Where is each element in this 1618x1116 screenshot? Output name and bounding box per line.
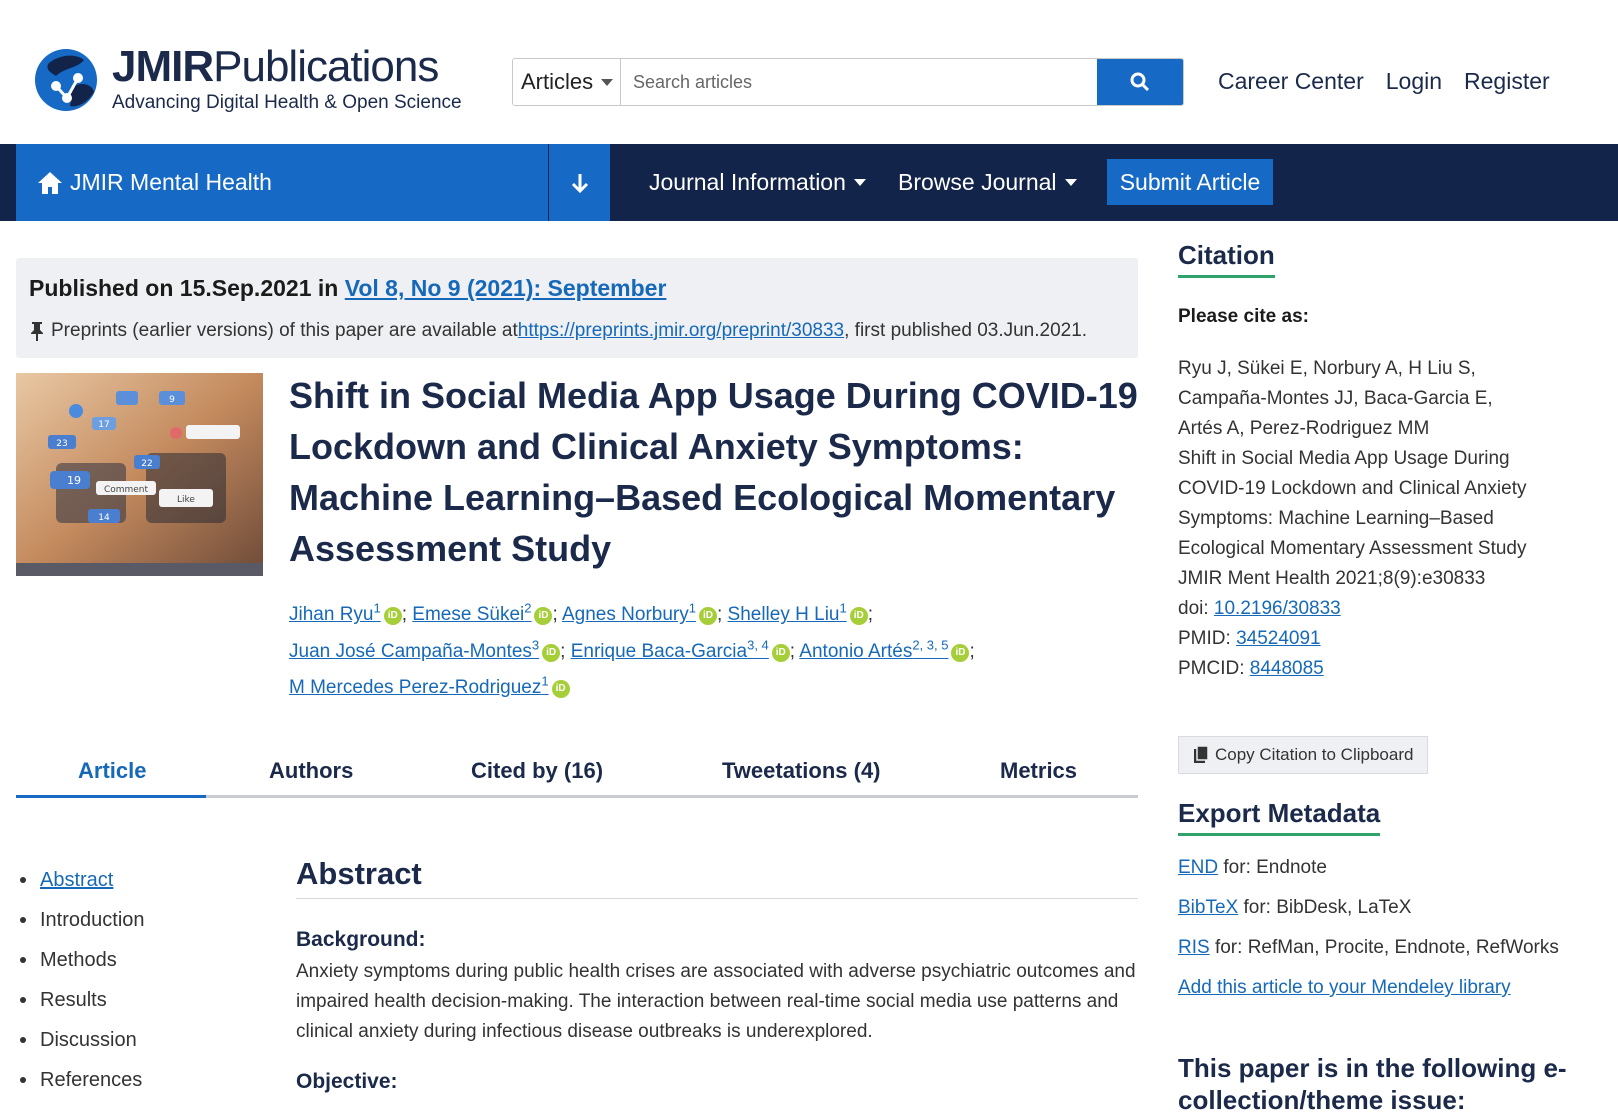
search-bar: [512, 58, 1184, 106]
orcid-icon[interactable]: iD: [552, 680, 570, 698]
orcid-icon[interactable]: iD: [699, 607, 717, 625]
export-metadata-heading: Export Metadata: [1178, 798, 1380, 836]
svg-text:Like: Like: [177, 495, 195, 505]
publication-info-box: [16, 258, 1138, 358]
citation-sidebar: [1178, 240, 1598, 1115]
citation-title: Shift in Social Media App Usage During COVID-19 Lockdown and Clinical Anxiety Symptoms: Machine Learning–Based Ecological Momentary Assessment Study: [1178, 448, 1527, 559]
article-tabs: [16, 752, 1138, 798]
svg-text:17: 17: [98, 420, 110, 430]
tab-cited-by[interactable]: Cited by (16): [471, 758, 604, 783]
toc-item-discussion[interactable]: Discussion: [16, 1020, 145, 1060]
pmcid-link[interactable]: 8448085: [1249, 658, 1324, 679]
author-item: Emese Sükei$^2$ iD ;: [412, 601, 562, 626]
tab-tweetations[interactable]: Tweetations (4): [722, 758, 881, 783]
citation-doi: doi: 10.2196/30833: [1178, 598, 1341, 619]
tab-article[interactable]: Article: [78, 758, 147, 783]
export-item: RIS for: RefMan, Procite, Endnote, RefWorks: [1178, 937, 1559, 958]
login-link[interactable]: Login: [1385, 68, 1443, 94]
author-item: Agnes Norbury$^1$ iD ;: [562, 601, 728, 626]
citation-authors: Ryu J, Sükei E, Norbury A, H Liu S, Campaña-Montes JJ, Baca-Garcia E, Artés A, Perez-Rodriguez MM: [1178, 358, 1493, 439]
published-line: Published on 15.Sep.2021 in Vol 8, No 9 (2021): September: [29, 275, 667, 301]
search-scope-select[interactable]: Articles: [513, 59, 621, 105]
export-item: END for: Endnote: [1178, 857, 1327, 878]
caret-down-icon: [1065, 179, 1077, 186]
chevron-down-icon: [601, 79, 613, 86]
toc-item-abstract[interactable]: Abstract: [16, 860, 145, 900]
svg-text:9: 9: [169, 395, 175, 405]
journal-information-menu[interactable]: Journal Information: [649, 144, 866, 221]
tab-metrics[interactable]: Metrics: [1000, 758, 1078, 783]
export-list: [1178, 856, 1578, 1016]
svg-text:14: 14: [98, 513, 110, 523]
export-ris-link[interactable]: RIS: [1178, 937, 1210, 958]
citation-pmid: PMID: 34524091: [1178, 628, 1321, 649]
svg-text:22: 22: [141, 459, 153, 469]
author-link[interactable]: Jihan Ryu$^1$: [289, 601, 381, 626]
logo-tagline: Advancing Digital Health & Open Science: [112, 92, 462, 113]
article-title: Shift in Social Media App Usage During COVID-19 Lockdown and Clinical Anxiety Symptoms: Machine Learning–Based Ecological Momentary Assessment Study: [289, 375, 1138, 569]
orcid-icon[interactable]: iD: [542, 644, 560, 662]
svg-text:19: 19: [67, 474, 81, 487]
orcid-icon[interactable]: iD: [951, 644, 969, 662]
objective-label: Objective:: [296, 1070, 398, 1093]
author-item: Jihan Ryu$^1$ iD ;: [289, 601, 413, 626]
preprint-line: Preprints (earlier versions) of this paper are available at https://preprints.jmir.org/preprint/30833 , first published 03.Jun.2021.: [29, 320, 1087, 342]
background-label: Background:: [296, 928, 426, 951]
preprint-link[interactable]: https://preprints.jmir.org/preprint/30833: [517, 320, 845, 341]
browse-journal-menu[interactable]: Browse Journal: [898, 144, 1077, 221]
search-icon: [1130, 72, 1150, 92]
table-of-contents: [16, 860, 145, 1100]
export-item: BibTeX for: BibDesk, LaTeX: [1178, 897, 1412, 918]
submit-article-button[interactable]: Submit Article: [1107, 159, 1273, 205]
issue-link[interactable]: Vol 8, No 9 (2021): September: [344, 275, 667, 301]
article-thumbnail[interactable]: [16, 373, 263, 576]
citation-journal: JMIR Ment Health 2021;8(9):e30833: [1178, 568, 1486, 589]
journal-name: JMIR Mental Health: [70, 169, 272, 195]
jmir-logo[interactable]: [34, 42, 462, 116]
home-icon: [36, 170, 64, 196]
author-item: Juan José Campaña-Montes$^3$ iD ;: [289, 637, 571, 662]
mendeley-link[interactable]: Add this article to your Mendeley library: [1178, 977, 1511, 998]
orcid-icon[interactable]: iD: [384, 607, 402, 625]
register-link[interactable]: Register: [1464, 68, 1550, 94]
pin-icon: [29, 320, 45, 342]
abstract-heading: Abstract: [296, 856, 1138, 899]
toc-item-introduction[interactable]: Introduction: [16, 900, 145, 940]
toc-item-methods[interactable]: Methods: [16, 940, 145, 980]
search-input[interactable]: [621, 59, 1097, 105]
citation-pmcid: PMCID: 8448085: [1178, 658, 1324, 679]
tab-authors[interactable]: Authors: [269, 758, 354, 783]
active-tab-indicator: [16, 795, 206, 798]
copy-citation-button[interactable]: Copy Citation to Clipboard: [1178, 736, 1428, 774]
career-center-link[interactable]: Career Center: [1218, 68, 1364, 94]
orcid-icon[interactable]: iD: [772, 644, 790, 662]
doi-link[interactable]: 10.2196/30833: [1213, 598, 1341, 619]
collection-heading: This paper is in the following e-collection/theme issue:: [1178, 1053, 1567, 1115]
author-link[interactable]: Antonio Artés$^{2, 3, 5}$: [799, 637, 949, 662]
export-end-link[interactable]: END: [1178, 857, 1219, 878]
author-link[interactable]: Enrique Baca-Garcia$^{3, 4}$: [570, 637, 769, 662]
clipboard-icon: [1193, 746, 1209, 764]
export-item: [1178, 976, 1578, 1000]
author-item: [289, 673, 570, 698]
search-button[interactable]: [1097, 59, 1183, 105]
svg-text:23: 23: [56, 439, 68, 449]
logo-title: JMIRPublications: [112, 42, 439, 91]
toc-item-results[interactable]: Results: [16, 980, 145, 1020]
author-link[interactable]: Juan José Campaña-Montes$^3$: [289, 637, 540, 662]
journal-navbar: [0, 144, 1618, 221]
cite-as-label: Please cite as:: [1178, 306, 1309, 327]
caret-down-icon: [854, 179, 866, 186]
author-link[interactable]: M Mercedes Perez-Rodriguez$^1$: [289, 673, 549, 698]
citation-heading: Citation: [1178, 240, 1275, 278]
journal-menu-toggle[interactable]: [549, 144, 610, 221]
site-header: [0, 0, 1618, 144]
author-item: Enrique Baca-Garcia$^{3, 4}$ iD ;: [570, 637, 800, 662]
background-text: Anxiety symptoms during public health crises are associated with adverse psychiatric outcomes and impaired health decision-making. The interaction between real-time social media use patterns and clinical anxiety during infectious disease outbreaks is underexplored.: [296, 961, 1136, 1042]
pmid-link[interactable]: 34524091: [1236, 628, 1321, 649]
arrow-down-icon: [570, 171, 590, 195]
orcid-icon[interactable]: iD: [534, 607, 552, 625]
author-list: [289, 594, 1139, 703]
globe-network-icon: [34, 42, 102, 116]
orcid-icon[interactable]: iD: [850, 607, 868, 625]
author-link[interactable]: Emese Sükei$^2$: [412, 601, 532, 626]
citation-text: [1178, 354, 1538, 684]
journal-home-link[interactable]: [16, 144, 548, 221]
svg-text:Comment: Comment: [103, 485, 149, 495]
toc-item-references[interactable]: References: [16, 1060, 145, 1100]
author-link[interactable]: Agnes Norbury$^1$: [562, 601, 696, 626]
export-bibtex-link[interactable]: BibTeX: [1178, 897, 1239, 918]
author-link[interactable]: Shelley H Liu$^1$: [727, 601, 847, 626]
author-item: Antonio Artés$^{2, 3, 5}$ iD ;: [799, 637, 975, 662]
account-links: [1218, 68, 1550, 95]
author-item: Shelley H Liu$^1$ iD ;: [727, 601, 873, 626]
